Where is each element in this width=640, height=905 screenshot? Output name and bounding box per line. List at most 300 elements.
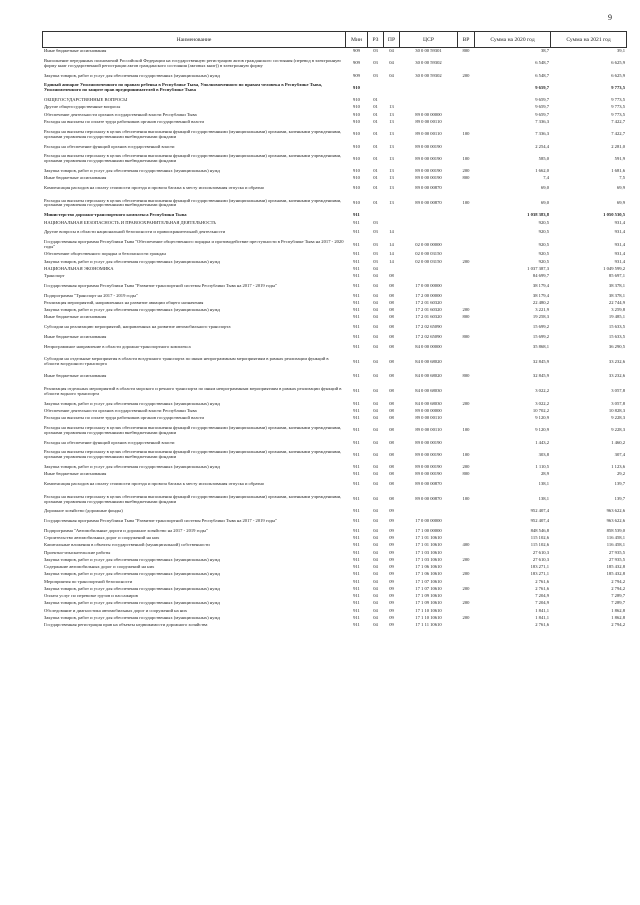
cell-rz: 03 [373, 251, 378, 257]
cell-rz: 01 [373, 199, 378, 205]
cell-csr: 02 0 00 03150 [415, 251, 442, 257]
cell-vr [458, 564, 475, 571]
cell-sum-2021: 116 458,1 [606, 542, 625, 548]
table-row [43, 119, 627, 126]
cell-rz: 04 [373, 542, 378, 548]
cell-sum-2021: 9 773,5 [611, 97, 625, 103]
cell-vr: 800 [462, 333, 470, 339]
cell-name: Субсидии на реализацию мероприятий, направленных на развитие автомобильного транспорта [44, 324, 231, 330]
cell-min: 911 [353, 607, 360, 613]
cell-name: Строительство автомобильных дорог и сооружений на них [44, 535, 160, 541]
cell-pr: 13 [389, 175, 394, 181]
cell-sum-2021: 29,2 [616, 471, 625, 477]
header-min: Мин [346, 32, 368, 48]
budget-table [42, 31, 627, 629]
cell-name: Обеспечение деятельности органов государственной власти Республики Тыва [44, 407, 197, 413]
cell-sum-2020: 9 659,7 [535, 84, 549, 90]
cell-csr: 17 1 10 10610 [415, 607, 442, 613]
table-row [43, 97, 627, 104]
cell-pr: 08 [389, 415, 394, 420]
table-row [43, 300, 627, 307]
cell-csr: 89 0 00 00870 [415, 481, 442, 487]
cell-vr: 800 [458, 48, 475, 55]
cell-min: 910 [353, 143, 360, 149]
cell-csr [400, 266, 458, 273]
cell-csr: 30 0 00 59302 [415, 60, 442, 66]
table-row [43, 464, 627, 471]
cell-rz: 04 [373, 527, 378, 533]
cell-csr: 17 0 00 00000 [415, 282, 442, 288]
cell-rz: 04 [373, 549, 378, 555]
cell-min: 911 [353, 314, 360, 320]
cell-rz: 04 [373, 358, 378, 364]
cell-pr: 08 [389, 292, 394, 298]
cell-csr: 17 1 09 10610 [415, 593, 442, 599]
cell-sum-2020: 1 841,1 [535, 607, 549, 613]
cell-min: 911 [353, 343, 360, 349]
cell-csr: 30 0 00 59302 [415, 72, 442, 78]
table-row [43, 251, 627, 258]
cell-csr: 84 0 00 68020 [415, 358, 442, 364]
cell-sum-2020: 7 336,3 [535, 118, 549, 124]
cell-name: Подпрограмма "Транспорт на 2017 - 2019 годы" [44, 292, 138, 298]
cell-name: Закупка товаров, работ и услуг для обеспечения государственных (муниципальных) нужд [44, 585, 220, 591]
cell-rz: 04 [373, 415, 378, 420]
cell-vr: 200 [462, 571, 470, 577]
cell-sum-2021: 307,4 [614, 451, 625, 457]
cell-rz: 04 [373, 451, 378, 457]
cell-csr: 17 1 09 10610 [415, 600, 442, 606]
cell-csr: 17 1 01 10610 [415, 535, 442, 541]
cell-rz: 01 [373, 118, 378, 124]
cell-min: 911 [353, 407, 360, 413]
cell-sum-2020: 9 120,9 [535, 415, 549, 420]
cell-sum-2021: 69,9 [616, 185, 625, 191]
cell-sum-2020: 585,0 [538, 155, 549, 161]
table-row [43, 322, 627, 334]
cell-vr: 800 [462, 175, 470, 181]
cell-sum-2021: 10 828,3 [608, 407, 625, 413]
cell-pr [384, 266, 400, 273]
cell-vr [458, 515, 475, 527]
table-row [43, 439, 627, 446]
cell-sum-2021: 7 289,7 [611, 600, 625, 606]
cell-min: 911 [353, 415, 360, 420]
cell-pr: 08 [389, 464, 394, 470]
table-row [43, 383, 627, 400]
table-row [43, 104, 627, 111]
cell-csr: 17 1 03 10610 [415, 556, 442, 562]
cell-name: Реализация мероприятий, направленных на развитие авиации общего назначения [44, 299, 204, 305]
cell-rz: 03 [373, 219, 378, 225]
cell-min: 911 [353, 464, 360, 470]
cell-sum-2021: 6 625,9 [611, 72, 625, 78]
cell-pr: 09 [389, 593, 394, 599]
cell-vr: 400 [462, 542, 470, 548]
cell-csr: 17 1 03 10610 [415, 549, 442, 555]
cell-csr: 89 0 00 00000 [415, 407, 442, 413]
cell-pr: 08 [389, 373, 394, 379]
cell-vr [458, 549, 475, 556]
cell-pr: 09 [389, 578, 394, 584]
cell-min: 911 [353, 451, 360, 457]
cell-sum-2020: 38 179,4 [532, 292, 549, 298]
table-row [43, 239, 627, 251]
cell-sum-2020: 2 254,4 [535, 143, 549, 149]
cell-rz: 04 [373, 593, 378, 599]
cell-name: Иные бюджетные ассигнования [44, 471, 107, 477]
cell-sum-2021: 27 935,5 [608, 549, 625, 555]
cell-rz: 03 [373, 229, 378, 235]
cell-name: Закупка товаров, работ и услуг для обеспечения государственных (муниципальных) нужд [44, 556, 220, 562]
cell-min: 911 [353, 535, 360, 541]
cell-pr: 09 [389, 542, 394, 548]
cell-csr: 89 0 00 00190 [415, 451, 442, 457]
cell-sum-2020: 1 662,0 [535, 168, 549, 174]
cell-min: 911 [353, 439, 360, 445]
cell-pr [384, 219, 400, 226]
table-row [43, 447, 627, 464]
header-name: Наименование [43, 32, 346, 48]
cell-vr [458, 55, 475, 72]
cell-csr [400, 227, 458, 239]
cell-rz: 04 [373, 324, 378, 330]
cell-csr: 89 0 00 00870 [415, 199, 442, 205]
table-row [43, 80, 627, 97]
cell-csr: 84 0 00 68030 [415, 400, 442, 406]
cell-min: 911 [353, 324, 360, 330]
cell-sum-2021: 36 290,5 [608, 343, 625, 349]
cell-name: Закупка товаров, работ и услуг для обеспечения государственных (муниципальных) нужд [44, 600, 220, 606]
cell-sum-2021: 1 049 599,2 [603, 265, 625, 271]
table-row [43, 112, 627, 119]
cell-sum-2020: 138,1 [538, 496, 549, 502]
cell-pr: 14 [389, 251, 394, 257]
cell-vr [458, 227, 475, 239]
cell-csr [400, 508, 458, 515]
cell-min: 911 [353, 299, 360, 305]
cell-pr: 09 [389, 508, 394, 514]
cell-name: Закупка товаров, работ и услуг для обеспечения государственных (муниципальных) нужд [44, 614, 220, 620]
cell-csr: 02 0 00 03150 [415, 258, 442, 264]
cell-sum-2021: 39,1 [551, 48, 627, 55]
header-csr: ЦСР [400, 32, 458, 48]
cell-vr [458, 219, 475, 226]
table-row [43, 126, 627, 143]
table-row [43, 266, 627, 273]
cell-min: 911 [353, 481, 360, 487]
cell-rz [368, 80, 384, 97]
cell-rz: 01 [373, 168, 378, 174]
cell-sum-2021: 27 935,5 [608, 556, 625, 562]
cell-vr [458, 479, 475, 491]
cell-sum-2020: 1 443,2 [535, 439, 549, 445]
cell-csr: 30 0 00 59301 [400, 48, 458, 55]
cell-vr: 100 [462, 451, 470, 457]
cell-sum-2020: 9 659,7 [535, 111, 549, 117]
cell-rz: 04 [373, 265, 378, 271]
table-row [43, 400, 627, 407]
cell-sum-2021: 185 432,8 [606, 564, 625, 570]
cell-sum-2021: 85 697,1 [608, 273, 625, 279]
cell-vr [458, 408, 475, 415]
table-row [43, 353, 627, 370]
cell-pr: 09 [389, 518, 394, 524]
cell-csr: 17 2 02 65090 [415, 324, 442, 330]
table-row [43, 615, 627, 622]
cell-rz: 04 [373, 556, 378, 562]
cell-pr: 08 [389, 314, 394, 320]
cell-sum-2021: 9 773,5 [611, 104, 625, 110]
cell-rz: 04 [373, 508, 378, 514]
cell-vr: 200 [462, 600, 470, 606]
cell-vr: 200 [462, 258, 470, 264]
cell-pr: 04 [389, 60, 394, 66]
cell-rz: 04 [373, 314, 378, 320]
cell-rz: 01 [373, 143, 378, 149]
cell-rz: 04 [373, 481, 378, 487]
cell-name: Государственная программа Республики Тыва "Развитие транспортной системы Республики Тыва на 2017 - 2019 годы" [44, 518, 278, 524]
cell-vr: 200 [462, 614, 470, 620]
cell-rz: 04 [373, 343, 378, 349]
cell-sum-2020: 1 841,1 [535, 614, 549, 620]
cell-name: Обеспечение деятельности органов государственной власти Республики Тыва [44, 111, 197, 117]
cell-vr: 100 [462, 155, 470, 161]
cell-sum-2020: 952 407,4 [530, 518, 549, 524]
cell-pr: 13 [389, 185, 394, 191]
cell-sum-2021: 963 622,6 [606, 508, 625, 514]
cell-sum-2020: 15 699,2 [532, 333, 549, 339]
cell-min: 911 [353, 585, 360, 591]
cell-csr: 89 0 00 00190 [415, 175, 442, 181]
cell-pr: 13 [389, 168, 394, 174]
cell-min: 911 [353, 471, 360, 477]
cell-vr [458, 322, 475, 334]
header-vr: ВР [458, 32, 475, 48]
cell-name: Иные бюджетные ассигнования [43, 48, 346, 55]
cell-sum-2021: 931,4 [614, 229, 625, 235]
cell-sum-2021: 33 232,6 [608, 373, 625, 379]
cell-csr: 17 1 11 10610 [415, 622, 442, 628]
cell-name: Закупка товаров, работ и услуг для обеспечения государственных (муниципальных) нужд [44, 168, 220, 174]
cell-csr: 89 0 00 00870 [415, 496, 442, 502]
cell-pr: 08 [389, 307, 394, 313]
table-row [43, 72, 627, 79]
cell-sum-2021: 7,5 [619, 175, 625, 181]
cell-pr: 09 [389, 556, 394, 562]
cell-vr [458, 508, 475, 515]
cell-vr [458, 112, 475, 119]
table-row [43, 227, 627, 239]
table-row [43, 571, 627, 578]
cell-sum-2020: 7,4 [543, 175, 549, 181]
cell-rz: 04 [373, 299, 378, 305]
cell-sum-2020: 27 610,3 [532, 549, 549, 555]
cell-sum-2021: 1 862,8 [611, 614, 625, 620]
cell-pr: 04 [384, 48, 400, 55]
table-row [43, 515, 627, 527]
cell-name: ОБЩЕГОСУДАРСТВЕННЫЕ ВОПРОСЫ [44, 97, 128, 103]
cell-sum-2020: 6 548,7 [535, 60, 549, 66]
cell-min: 910 [353, 175, 360, 181]
table-row [43, 479, 627, 491]
cell-vr: 200 [462, 585, 470, 591]
cell-name: Закупка товаров, работ и услуг для обеспечения государственных (муниципальных) нужд [44, 571, 220, 577]
cell-csr [400, 212, 458, 219]
cell-pr: 13 [389, 131, 394, 137]
cell-vr [458, 212, 475, 219]
cell-min: 911 [353, 219, 360, 225]
cell-csr: 89 0 00 00110 [415, 131, 442, 137]
cell-sum-2020: 15 699,2 [532, 324, 549, 330]
cell-min: 911 [353, 556, 360, 562]
cell-csr [400, 273, 458, 280]
cell-csr: 17 1 06 10610 [415, 571, 442, 577]
cell-min: 910 [353, 118, 360, 124]
cell-sum-2020: 35 868,1 [532, 343, 549, 349]
cell-min: 911 [353, 265, 360, 271]
cell-sum-2021: 9 773,5 [611, 84, 625, 90]
cell-name: Непрограммное направление в области дорожно-транспортного комплекса [44, 343, 191, 349]
cell-min: 911 [353, 212, 360, 218]
cell-vr: 200 [462, 72, 470, 78]
cell-sum-2021: 2 794,2 [611, 622, 625, 628]
cell-pr: 09 [389, 585, 394, 591]
table-row [43, 175, 627, 182]
table-row [43, 212, 627, 219]
cell-sum-2020: 7 204,9 [535, 593, 549, 599]
cell-name: Иные бюджетные ассигнования [44, 175, 107, 181]
cell-sum-2021: 9 228,3 [611, 427, 625, 433]
cell-sum-2020: 19 258,3 [532, 314, 549, 320]
cell-min: 910 [353, 131, 360, 137]
table-row [43, 471, 627, 478]
cell-min: 911 [353, 400, 360, 406]
table-row [43, 258, 627, 265]
cell-name: Иные бюджетные ассигнования [44, 373, 107, 379]
cell-pr: 08 [389, 496, 394, 502]
table-row [43, 542, 627, 549]
table-row [43, 535, 627, 542]
cell-pr: 09 [389, 571, 394, 577]
table-row [43, 607, 627, 614]
table-row [43, 195, 627, 212]
table-row [43, 622, 627, 629]
cell-min: 909 [353, 72, 360, 78]
cell-name: Расходы на выплаты персоналу в целях обеспечения выполнения функций государственными (муниципальными) органами, казенными учреждениями, органами управления государственными внебюджетными фондами [44, 197, 342, 208]
cell-name: Государственная программа Республики Тыва "Обеспечение общественного порядка и противодействие преступности в Республике Тыва на 2017 - 2020 годы" [44, 239, 344, 250]
cell-sum-2020: 28,9 [540, 471, 549, 477]
cell-sum-2020: 9 120,9 [535, 427, 549, 433]
cell-name: Расходы на обеспечение функций органов государственной власти [44, 143, 175, 149]
cell-sum-2021: 9 773,5 [611, 111, 625, 117]
cell-csr: 84 0 00 00000 [415, 343, 442, 349]
cell-rz: 03 [373, 72, 378, 78]
cell-vr [458, 353, 475, 370]
cell-vr [458, 535, 475, 542]
cell-sum-2020: 3 221,9 [535, 307, 549, 313]
cell-name: Обеспечение общественного порядка и безопасности граждан [44, 251, 166, 257]
cell-csr: 17 1 06 10610 [415, 564, 442, 570]
cell-name: Субсидии на отдельные мероприятия в области воздушного транспорта по иным непрограммным мероприятиям в рамках реализации функций в области воздушного транспорта [44, 356, 329, 367]
cell-name: Иные бюджетные ассигнования [44, 333, 107, 339]
cell-min: 911 [353, 258, 360, 264]
cell-sum-2020: 38,7 [475, 48, 551, 55]
cell-sum-2021: 2 281,0 [611, 143, 625, 149]
cell-vr [458, 266, 475, 273]
cell-csr: 17 2 01 60320 [415, 307, 442, 313]
cell-vr [458, 341, 475, 353]
cell-rz: 04 [373, 427, 378, 433]
cell-rz: 04 [373, 464, 378, 470]
table-row [43, 564, 627, 571]
table-row [43, 293, 627, 300]
cell-pr: 08 [389, 324, 394, 330]
cell-min: 911 [353, 333, 360, 339]
cell-rz: 04 [373, 622, 378, 628]
cell-rz: 03 [368, 48, 384, 55]
cell-sum-2021: 33 232,6 [608, 358, 625, 364]
cell-sum-2020: 920,5 [538, 229, 549, 235]
cell-min: 911 [353, 241, 360, 247]
cell-csr: 17 2 02 65090 [415, 333, 442, 339]
cell-sum-2020: 115 102,6 [530, 542, 549, 548]
cell-vr [458, 300, 475, 307]
cell-vr: 800 [462, 314, 470, 320]
cell-name: Расходы на выплаты по оплате труда работников органов государственной власти [44, 415, 205, 420]
cell-rz: 01 [373, 104, 378, 110]
cell-vr [458, 293, 475, 300]
cell-vr: 100 [462, 496, 470, 502]
cell-name: Другие общегосударственные вопросы [44, 104, 121, 110]
cell-vr: 200 [462, 307, 470, 313]
cell-pr: 09 [389, 607, 394, 613]
header-pr: ПР [384, 32, 400, 48]
cell-name: Государственная программа Республики Тыва "Развитие транспортной системы Республики Тыва на 2017 - 2019 годы" [44, 282, 278, 288]
cell-min: 911 [353, 388, 360, 394]
cell-rz: 04 [373, 535, 378, 541]
cell-name: Реализация отдельных мероприятий в области морского и речного транспорта по иным непрограммным мероприятиям в рамках реализации функций в области водного транспорта [44, 385, 342, 396]
table-row [43, 219, 627, 226]
cell-csr [400, 104, 458, 111]
table-row [43, 280, 627, 292]
cell-csr: 17 1 00 00000 [415, 527, 442, 533]
cell-vr [458, 183, 475, 195]
cell-vr [458, 251, 475, 258]
cell-pr: 08 [389, 481, 394, 487]
table-row [43, 183, 627, 195]
cell-rz: 01 [373, 131, 378, 137]
table-row [43, 528, 627, 535]
cell-vr [458, 439, 475, 446]
cell-sum-2021: 3 057,8 [611, 400, 625, 406]
cell-sum-2020: 138,1 [538, 481, 549, 487]
cell-pr: 09 [389, 622, 394, 628]
cell-sum-2021: 116 458,1 [606, 535, 625, 541]
cell-name: Содержание автомобильных дорог и сооружений на них [44, 564, 155, 570]
cell-sum-2021: 7 422,7 [611, 118, 625, 124]
cell-rz: 01 [373, 97, 378, 103]
cell-name: Мероприятия по транспортной безопасности [44, 578, 133, 584]
cell-csr: 17 1 07 10610 [415, 585, 442, 591]
table-row [43, 273, 627, 280]
table-row [43, 586, 627, 593]
cell-csr: 89 0 00 00110 [415, 118, 442, 124]
cell-sum-2021: 7 422,7 [611, 131, 625, 137]
cell-sum-2020: 303,8 [538, 451, 549, 457]
cell-min: 911 [353, 307, 360, 313]
cell-sum-2020: 183 271,1 [530, 564, 549, 570]
